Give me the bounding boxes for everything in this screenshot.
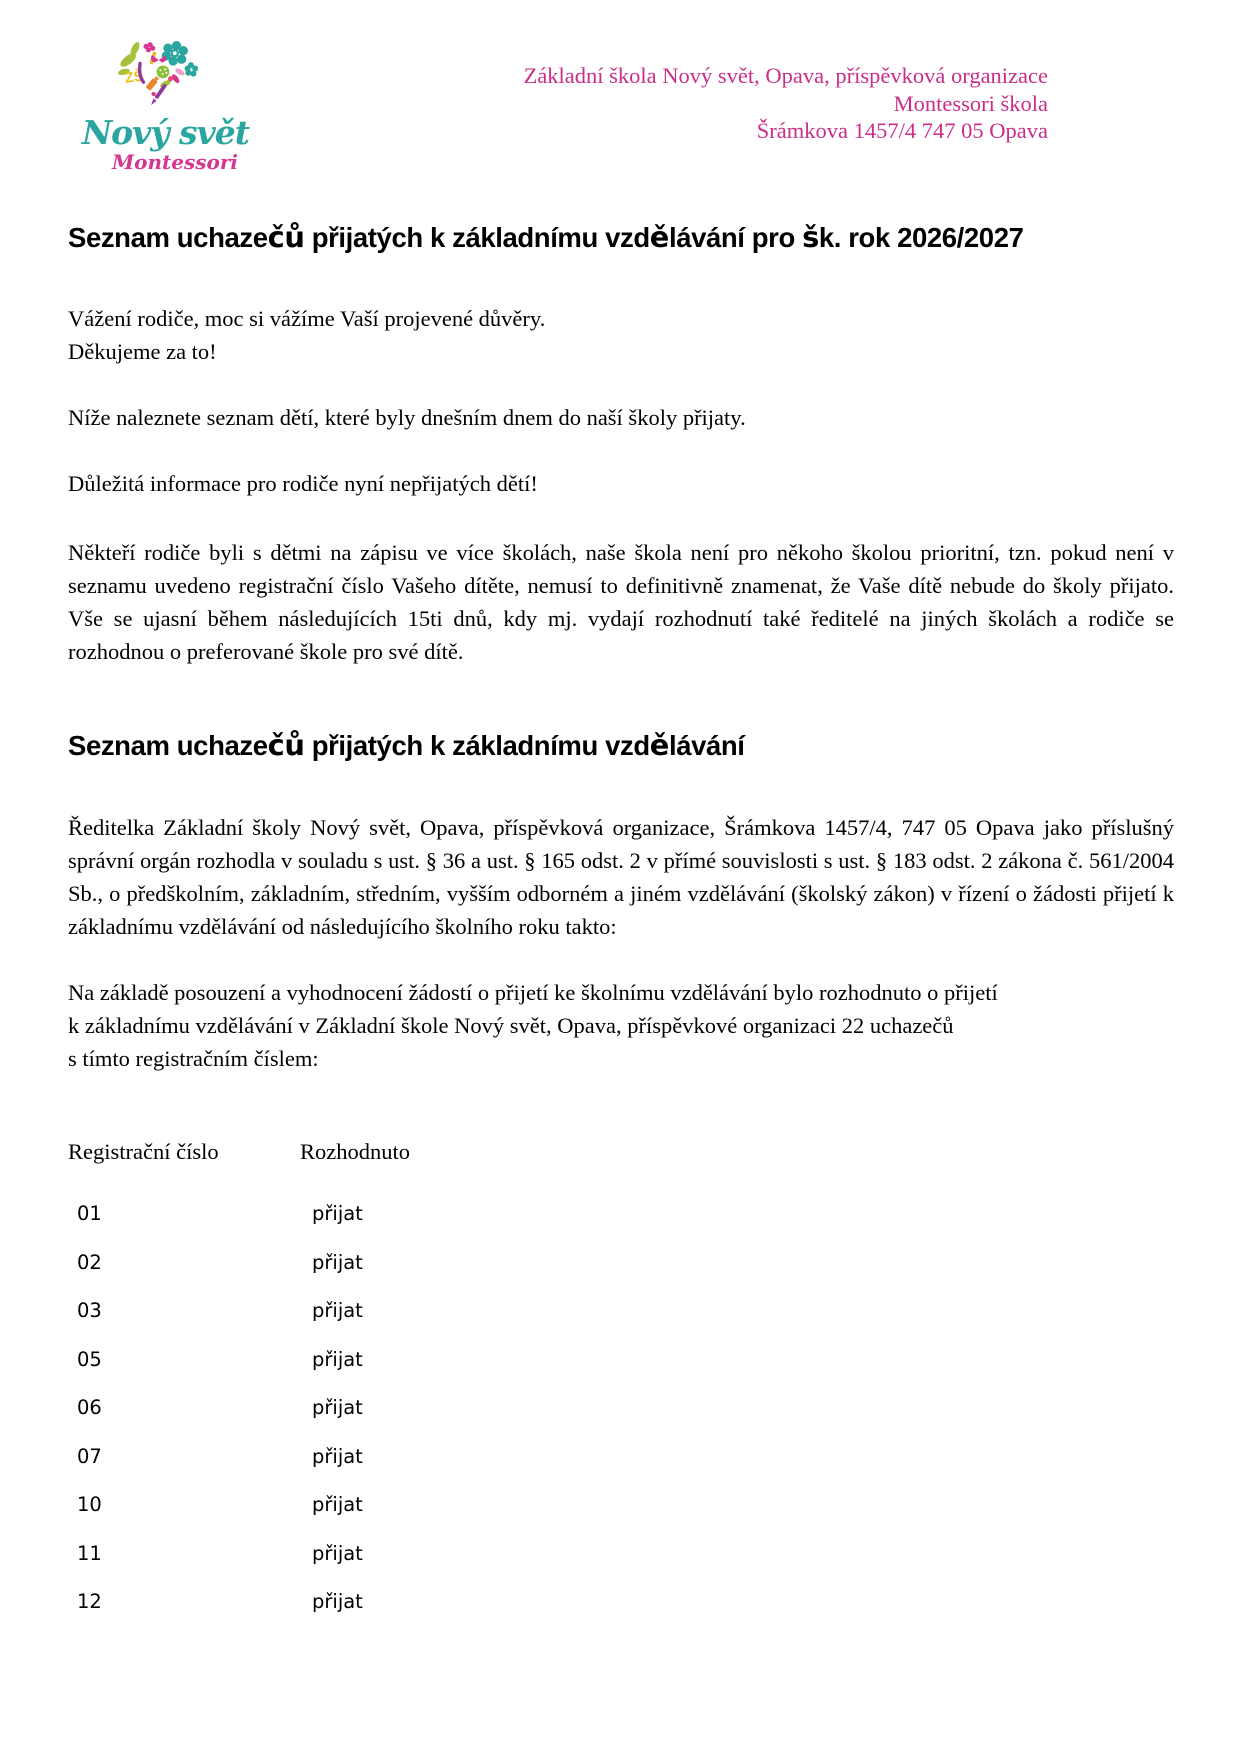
decision-value: přijat xyxy=(312,1202,363,1226)
table-body xyxy=(68,1190,1174,1627)
table-row xyxy=(68,1529,1174,1578)
registration-number: 03 xyxy=(77,1299,102,1323)
logo-subtitle: Montessori xyxy=(112,149,238,174)
registration-number: 06 xyxy=(77,1396,102,1420)
greeting-line-1: Vážení rodiče, moc si vážíme Vaší projevené důvěry. xyxy=(68,306,546,332)
registration-number: 10 xyxy=(77,1493,102,1517)
column-header-decision: Rozhodnuto xyxy=(300,1138,410,1164)
decision-value: přijat xyxy=(312,1541,363,1565)
table-row xyxy=(68,1578,1174,1627)
registration-number: 02 xyxy=(77,1250,102,1274)
letterhead-address xyxy=(524,38,1174,145)
results-table xyxy=(68,1135,1174,1627)
decision-value: přijat xyxy=(312,1444,363,1468)
registration-number: 05 xyxy=(77,1347,102,1371)
registration-number: 01 xyxy=(77,1202,102,1226)
result-line-2: k základnímu vzdělávání v Základní škole Nový svět, Opava, příspěvkové organizaci 22 uchazečů xyxy=(68,1012,954,1038)
decision-value: přijat xyxy=(312,1590,363,1614)
logo-name: Nový svět xyxy=(82,113,250,152)
decision-value: přijat xyxy=(312,1347,363,1371)
table-row xyxy=(68,1335,1174,1384)
letterhead-line-2: Montessori škola xyxy=(893,90,1048,116)
explanation-paragraph: Někteří rodiče byli s dětmi na zápisu ve více školách, naše škola není pro někoho školou prioritní, tzn. pokud není v seznamu uvedeno registrační číslo Vašeho dítěte, nemusí to definitivně znamenat, že Vaše dítě nebude do školy přijato. Vše se ujasní během následujících 15ti dnů, kdy mj. vydají rozhodnutí také ředitelé na jiných školách a rodiče se rozhodnou o preferované škole pro své dítě. xyxy=(68,540,1174,665)
table-row xyxy=(68,1481,1174,1530)
logo-zs-text: ZŠ xyxy=(123,68,145,87)
registration-number: 12 xyxy=(77,1590,102,1614)
decision-value: přijat xyxy=(312,1396,363,1420)
decision-value: přijat xyxy=(312,1299,363,1323)
important-info-paragraph: Důležitá informace pro rodiče nyní nepřijatých dětí! xyxy=(68,471,538,497)
result-line-1: Na základě posouzení a vyhodnocení žádostí o přijetí ke školnímu vzdělávání bylo rozhodnuto o přijetí xyxy=(68,979,998,1005)
letterhead-line-3: Šrámkova 1457/4 747 05 Opava xyxy=(756,118,1048,143)
table-row xyxy=(68,1287,1174,1336)
table-row xyxy=(68,1432,1174,1481)
decision-value: přijat xyxy=(312,1493,363,1517)
table-header-row xyxy=(68,1135,1174,1168)
school-logo xyxy=(82,38,250,174)
letterhead-line-1: Základní škola Nový svět, Opava, příspěvková organizace xyxy=(523,63,1048,88)
table-row xyxy=(68,1384,1174,1433)
decision-paragraph: Ředitelka Základní školy Nový svět, Opava, příspěvková organizace, Šrámkova 1457/4, 747 05 Opava jako příslušný správní orgán rozhodla v souladu s ust. § 36 a ust. § 165 odst. 2 v přímé souvislosti s ust. § 183 odst. 2 zákona č. 561/2004 Sb., o předškolním, základním, středním, vyšším odborném a jiném vzdělávání (školský zákon) v řízení o žádosti přijetí k základnímu vzdělávání od následujícího školního roku takto: xyxy=(68,814,1174,939)
greeting-paragraph xyxy=(68,302,1174,368)
greeting-line-2: Děkujeme za to! xyxy=(68,339,217,365)
section-heading: Seznam uchazečů přijatých k základnímu vzdělávání xyxy=(68,728,745,763)
table-row xyxy=(68,1238,1174,1287)
table-row xyxy=(68,1190,1174,1239)
list-info-paragraph: Níže naleznete seznam dětí, které byly dnešním dnem do naší školy přijaty. xyxy=(68,405,746,431)
letterhead xyxy=(68,38,1174,174)
result-line-3: s tímto registračním číslem: xyxy=(68,1045,319,1071)
result-paragraph xyxy=(68,976,1174,1075)
main-heading: Seznam uchazečů přijatých k základnímu vzdělávání pro šk. rok 2026/2027 xyxy=(68,219,1024,254)
logo-heart-icon xyxy=(114,38,200,116)
decision-value: přijat xyxy=(312,1250,363,1274)
column-header-registration-number: Registrační číslo xyxy=(68,1138,219,1164)
registration-number: 11 xyxy=(77,1541,102,1565)
registration-number: 07 xyxy=(77,1444,102,1468)
